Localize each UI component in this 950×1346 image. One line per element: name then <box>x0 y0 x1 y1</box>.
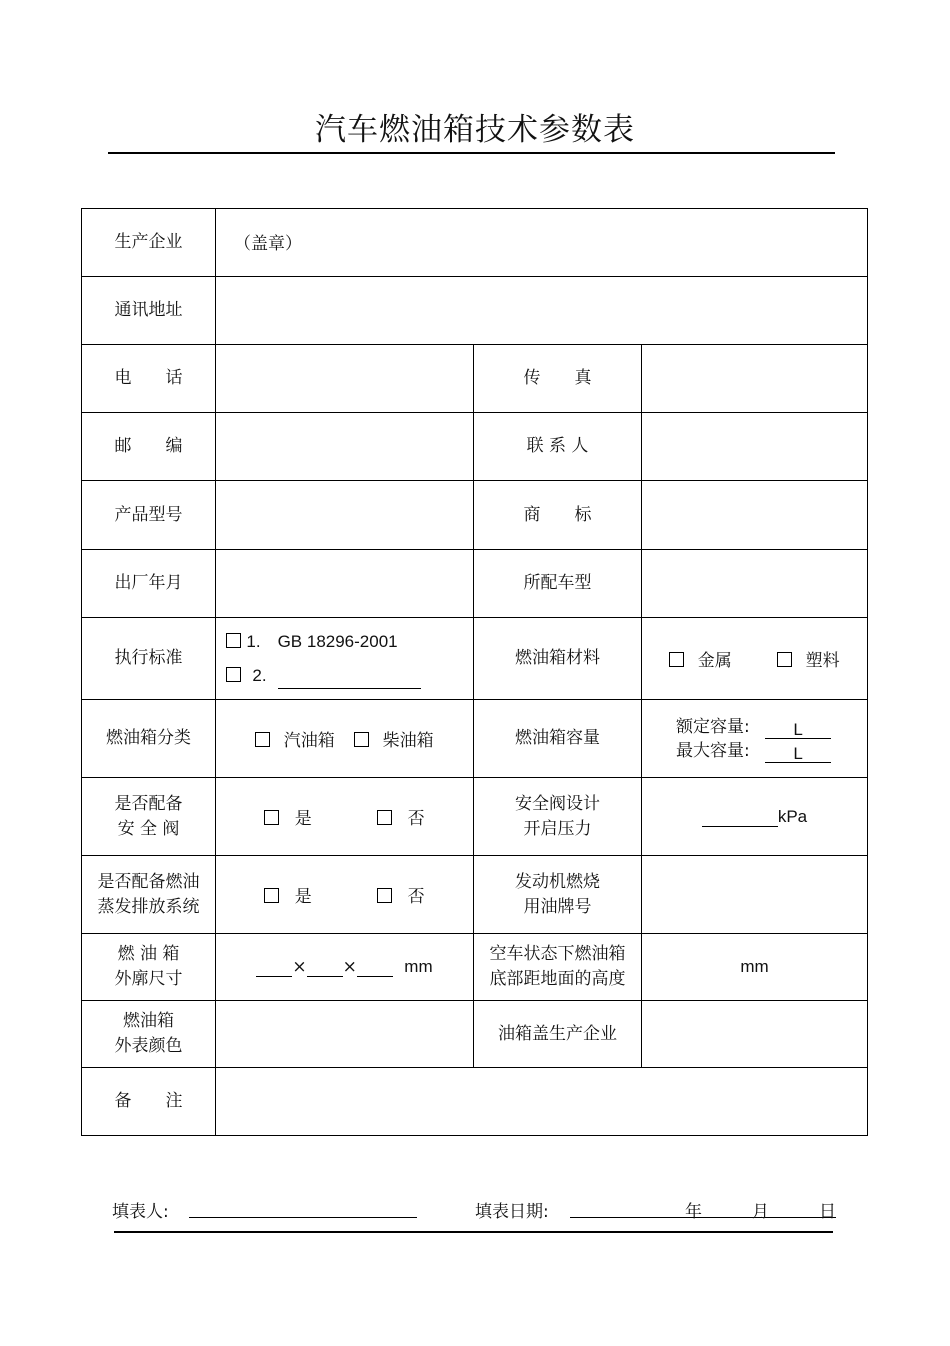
height-blank[interactable] <box>357 958 393 977</box>
category-gasoline-label: 汽油箱 <box>283 731 335 751</box>
filler-label: 填表人: <box>112 1202 169 1222</box>
kpa-unit: kPa <box>777 806 808 826</box>
label-fax: 传 真 <box>474 345 642 413</box>
evap-yes-checkbox[interactable] <box>264 888 279 903</box>
dimensions-unit: mm <box>404 957 433 976</box>
label-postcode: 邮 编 <box>82 413 216 481</box>
standard-option1-label: 1. GB 18296-2001 <box>246 631 398 651</box>
label-fuel-grade: 发动机燃烧 用油牌号 <box>474 856 642 934</box>
valve-yes-checkbox[interactable] <box>264 810 279 825</box>
label-manufacturer: 生产企业 <box>82 209 216 277</box>
field-postcode[interactable] <box>216 413 474 481</box>
label-material: 燃油箱材料 <box>474 618 642 700</box>
label-brand: 商 标 <box>474 481 642 550</box>
field-brand[interactable] <box>642 481 868 550</box>
standard-option2-blank[interactable] <box>278 670 421 689</box>
standard-option1-checkbox[interactable] <box>226 633 241 648</box>
max-capacity-label: 最大容量: <box>676 740 750 761</box>
label-capacity: 燃油箱容量 <box>474 700 642 778</box>
month-label: 月 <box>752 1202 769 1222</box>
evap-no-label: 否 <box>407 887 425 907</box>
times-sign: × <box>292 957 307 977</box>
row-model-brand <box>82 481 868 550</box>
field-date[interactable] <box>216 550 474 618</box>
label-phone: 电 话 <box>82 345 216 413</box>
material-plastic-label: 塑料 <box>805 651 840 671</box>
parameter-table <box>81 208 868 1136</box>
field-valve <box>216 778 474 856</box>
day-label: 日 <box>819 1202 836 1222</box>
label-ground-height: 空车状态下燃油箱 底部距地面的高度 <box>474 934 642 1001</box>
category-diesel-label: 柴油箱 <box>382 731 434 751</box>
evap-no-checkbox[interactable] <box>377 888 392 903</box>
field-phone[interactable] <box>216 345 474 413</box>
year-label: 年 <box>685 1202 702 1222</box>
label-valve: 是否配备 安 全 阀 <box>82 778 216 856</box>
rated-capacity-blank[interactable]: L <box>765 720 831 739</box>
row-phone-fax <box>82 345 868 413</box>
field-color[interactable] <box>216 1001 474 1068</box>
date-blank[interactable] <box>570 1203 836 1218</box>
label-valve-pressure: 安全阀设计 开启压力 <box>474 778 642 856</box>
field-manufacturer[interactable] <box>216 209 868 277</box>
seal-note: （盖章） <box>234 234 302 254</box>
row-standard-material <box>82 618 868 700</box>
rated-capacity-label: 额定容量: <box>676 716 750 737</box>
field-fax[interactable] <box>642 345 868 413</box>
label-color: 燃油箱 外表颜色 <box>82 1001 216 1068</box>
date-label: 填表日期: <box>475 1202 549 1222</box>
row-postcode-contact <box>82 413 868 481</box>
row-category-capacity <box>82 700 868 778</box>
footer-underline <box>114 1231 833 1233</box>
field-vehicle[interactable] <box>642 550 868 618</box>
material-plastic-checkbox[interactable] <box>777 652 792 667</box>
times-sign: × <box>342 957 357 977</box>
row-address <box>82 277 868 345</box>
label-evap: 是否配备燃油 蒸发排放系统 <box>82 856 216 934</box>
standard-option2-label: 2. <box>252 665 267 685</box>
category-diesel-checkbox[interactable] <box>354 732 369 747</box>
label-model: 产品型号 <box>82 481 216 550</box>
material-metal-checkbox[interactable] <box>669 652 684 667</box>
row-valve <box>82 778 868 856</box>
label-cap-maker: 油箱盖生产企业 <box>474 1001 642 1068</box>
label-standard: 执行标准 <box>82 618 216 700</box>
field-dimensions <box>216 934 474 1001</box>
field-capacity <box>642 700 868 778</box>
field-fuel-grade[interactable] <box>642 856 868 934</box>
valve-no-label: 否 <box>407 809 425 829</box>
field-material <box>642 618 868 700</box>
signature-footer <box>112 1197 837 1223</box>
field-cap-maker[interactable] <box>642 1001 868 1068</box>
row-color-cap <box>82 1001 868 1068</box>
label-remarks: 备 注 <box>82 1068 216 1136</box>
max-capacity-blank[interactable]: L <box>765 744 831 763</box>
label-address: 通讯地址 <box>82 277 216 345</box>
row-date-vehicle <box>82 550 868 618</box>
material-metal-label: 金属 <box>697 651 732 671</box>
filler-blank[interactable] <box>189 1203 417 1218</box>
title-underline <box>108 152 835 154</box>
ground-height-unit: mm <box>740 957 769 976</box>
row-remarks <box>82 1068 868 1136</box>
category-gasoline-checkbox[interactable] <box>255 732 270 747</box>
field-model[interactable] <box>216 481 474 550</box>
valve-yes-label: 是 <box>294 809 312 829</box>
label-vehicle: 所配车型 <box>474 550 642 618</box>
valve-no-checkbox[interactable] <box>377 810 392 825</box>
field-evap <box>216 856 474 934</box>
field-standard <box>216 618 474 700</box>
field-contact[interactable] <box>642 413 868 481</box>
row-dimensions-height <box>82 934 868 1001</box>
label-dimensions: 燃 油 箱 外廓尺寸 <box>82 934 216 1001</box>
length-blank[interactable] <box>256 958 292 977</box>
field-ground-height[interactable] <box>642 934 868 1001</box>
field-valve-pressure <box>642 778 868 856</box>
label-date: 出厂年月 <box>82 550 216 618</box>
field-category <box>216 700 474 778</box>
page-title: 汽车燃油箱技术参数表 <box>315 112 635 148</box>
valve-pressure-blank[interactable] <box>702 808 778 827</box>
standard-option2-checkbox[interactable] <box>226 667 241 682</box>
evap-yes-label: 是 <box>294 887 312 907</box>
label-category: 燃油箱分类 <box>82 700 216 778</box>
field-address[interactable] <box>216 277 868 345</box>
row-manufacturer <box>82 209 868 277</box>
row-evap <box>82 856 868 934</box>
label-contact: 联 系 人 <box>474 413 642 481</box>
field-remarks[interactable] <box>216 1068 868 1136</box>
width-blank[interactable] <box>307 958 343 977</box>
